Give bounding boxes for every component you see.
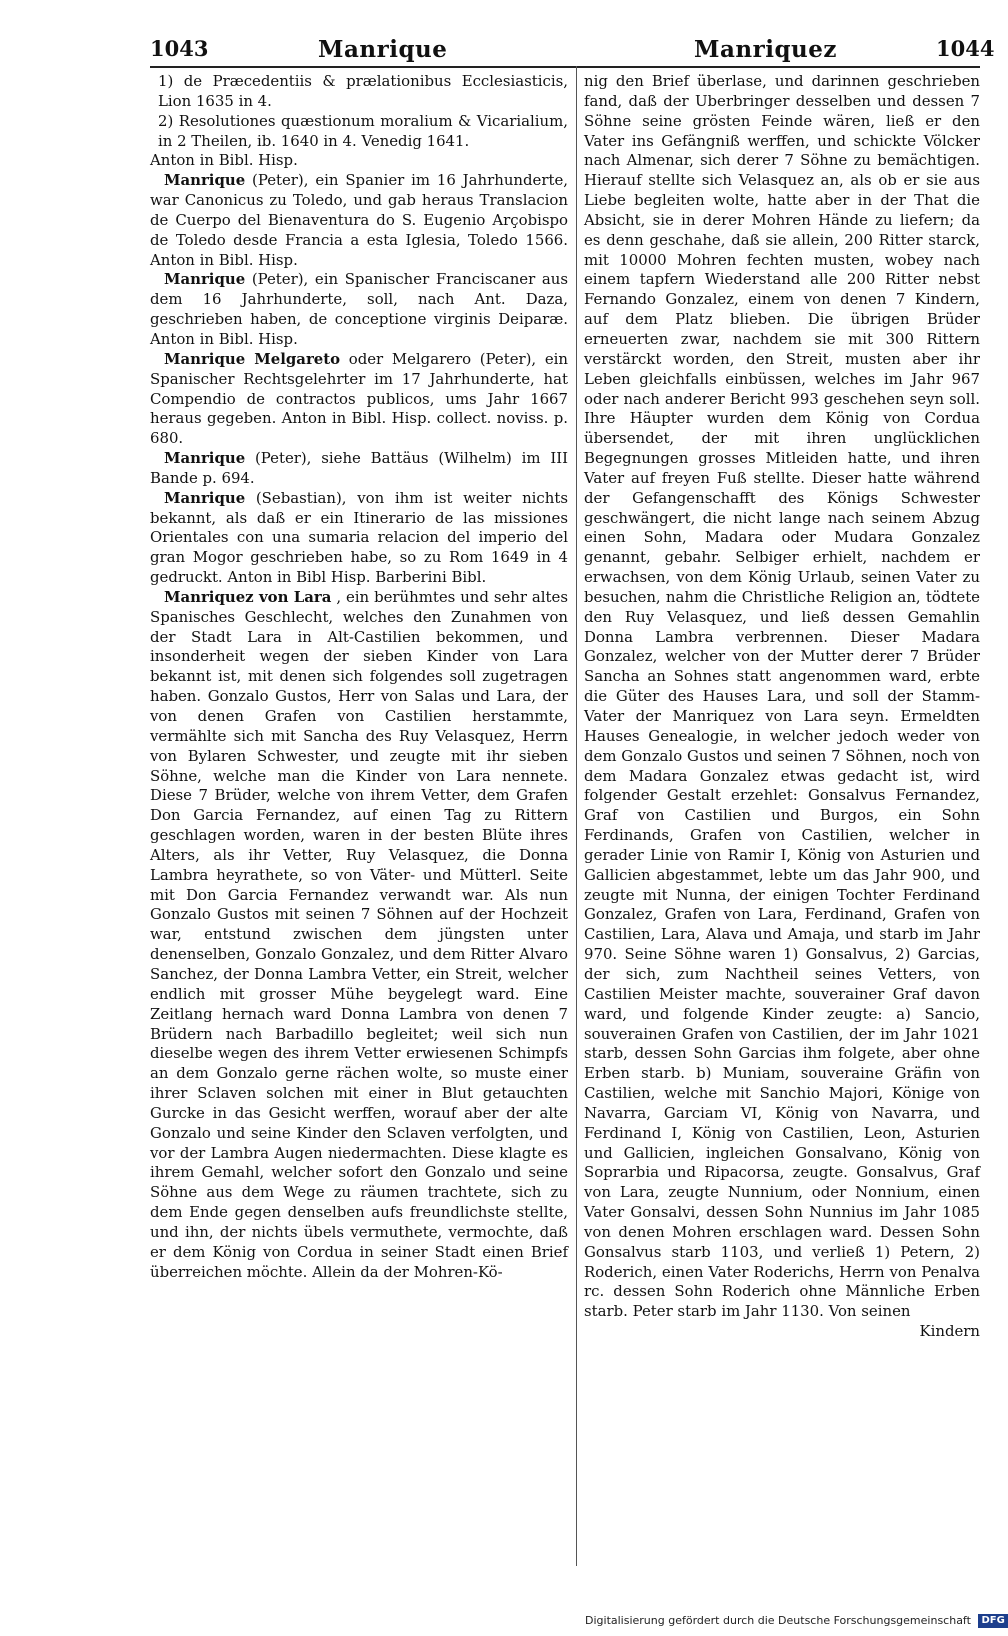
entry-text: Kindern: [919, 1322, 980, 1341]
lexicon-entry: [150, 270, 568, 349]
entry-headword: Manrique Melgareto: [164, 349, 341, 368]
text-paragraph: [584, 1322, 980, 1342]
right-page-number: 1044: [936, 36, 995, 61]
entry-text: 1) de Præcedentiis & prælationibus Ecclesiasticis, Lion 1635 in 4.: [158, 72, 568, 110]
digitization-credit: [585, 1614, 1005, 1632]
entry-headword: Manriquez von Lara: [164, 587, 332, 606]
entry-text: Anton in Bibl. Hisp.: [150, 151, 298, 170]
header-rule: [150, 66, 980, 68]
column-divider: [576, 66, 577, 1566]
entry-text: nig den Brief überlase, und darinnen geschrieben fand, daß der Uberbringer desselben und dessen 7 Söhne seine grösten Feinde wären, ließ er den Vater ins Gefängniß werffen, und schickte Völcker nach Almenar, sich derer 7 Söhne zu bemächtigen. Hierauf stellte sich Velasquez an, als ob er sie aus Liebe begleiten wolte, hatte aber in der That die Absicht, sie in derer Mohren Hände zu liefern; da es denn geschahe, daß sie allein, 200 Ritter starck, mit 10000 Mohren fechten musten, wobey nach einem tapfern Wiederstand alle 200 Ritter nebst Fernando Gonzalez, einem von denen 7 Kindern, auf dem Platz blieben. Die übrigen Brüder erneuerten zwar, nachdem sie mit 300 Rittern verstärckt worden, den Streit, musten aber ihr Leben gleichfalls einbüssen, welches im Jahr 967 oder nach anderer Bericht 993 geschehen seyn soll. Ihre Häupter wurden dem König von Cordua übersendet, der mit ihren unglücklichen Begegnungen grosses Mitleiden hatte, und ihren Vater auf freyen Fuß stellte. Dieser hatte während der Gefangenschafft des Königs Schwester geschwängert, die nicht lange nach seinem Abzug einen Sohn, Madara oder Mudara Gonzalez genannt, gebahr. Selbiger erhielt, nachdem er erwachsen, von dem König Urlaub, seinen Vater zu besuchen, nahm die Christliche Religion an, tödtete den Ruy Velasquez, und ließ dessen Gemahlin Donna Lambra verbrennen. Dieser Madara Gonzalez, welcher von der Mutter derer 7 Brüder Sancha an Sohnes statt angenommen ward, erbte die Güter des Hauses Lara, und soll der Stamm-Vater der Manriquez von Lara seyn. Ermeldten Hauses Genealogie, in welcher jedoch weder von dem Gonzalo Gustos und seinen 7 Söhnen, noch von dem Madara Gonzalez etwas gedacht ist, wird folgender Gestalt erzehlet: Gonsalvus Fernandez, Graf von Castilien und Burgos, ein Sohn Ferdinands, Grafen von Castilien, welcher in gerader Linie von Ramir I, König von Asturien und Gallicien abgestammet, lebte um das Jahr 900, und zeugte mit Nunna, der einigen Tochter Ferdinand Gonzalez, Grafen von Lara, Ferdinand, Grafen von Castilien, Lara, Alava und Amaja, und starb im Jahr 970. Seine Söhne waren 1) Gonsalvus, 2) Garcias, der sich, zum Nachtheil seines Vetters, von Castilien Meister machte, souverainer Graf davon ward, und folgende Kinder zeugte: a) Sancio, souverainen Grafen von Castilien, der im Jahr 1021 starb, dessen Sohn Garcias ihm folgete, aber ohne Erben starb. b) Muniam, souveraine Gräfin von Castilien, welche mit Sanchio Majori, Könige von Navarra, Garciam VI, König von Navarra, und Ferdinand I, König von Castilien, Leon, Asturien und Gallicien, ingleichen Gonsalvano, König von Soprarbia und Ripacorsa, zeugte. Gonsalvus, Graf von Lara, zeugte Nunnium, oder Nonnium, einen Vater Gonsalvi, dessen Sohn Nunnius im Jahr 1085 von denen Mohren erschlagen ward. Dessen Sohn Gonsalvus starb 1103, und verließ 1) Petern, 2) Roderich, einen Vater Roderichs, Herrn von Penalva rc. dessen Sohn Roderich ohne Männliche Erben starb. Peter starb im Jahr 1130. Von seinen: [584, 72, 980, 1321]
text-paragraph: [150, 72, 568, 112]
text-paragraph: [584, 72, 980, 1322]
lexicon-entry: [150, 449, 568, 489]
text-paragraph: [150, 112, 568, 152]
dfg-logo: DFG: [978, 1614, 1007, 1628]
entry-text: (Peter), siehe Battäus (Wilhelm) im III Bande p. 694.: [150, 449, 568, 487]
entry-text: , ein berühmtes und sehr altes Spanisches Geschlecht, welches den Zunahmen von der Stadt Lara in Alt-Castilien bekommen, und insonderheit wegen der sieben Kinder von Lara bekannt ist, mit denen sich folgendes soll zugetragen haben. Gonzalo Gustos, Herr von Salas und Lara, der von denen Grafen von Castilien herstammte, vermählte sich mit Sancha des Ruy Velasquez, Herrn von Bylaren Schwester, und zeugte mit ihr sieben Söhne, welche man die Kinder von Lara nennete. Diese 7 Brüder, welche von ihrem Vetter, dem Grafen Don Garcia Fernandez, auf einen Tag zu Rittern geschlagen worden, waren in der besten Blüte ihres Alters, als ihr Vetter, Ruy Velasquez, die Donna Lambra heyrathete, so von Väter- und Mütterl. Seite mit Don Garcia Fernandez verwandt war. Als nun Gonzalo Gustos mit seinen 7 Söhnen auf der Hochzeit war, entstund zwischen dem jüngsten unter denenselben, Gonzalo Gonzalez, und dem Ritter Alvaro Sanchez, der Donna Lambra Vetter, ein Streit, welcher endlich mit grosser Mühe beygelegt ward. Eine Zeitlang hernach ward Donna Lambra von denen 7 Brüdern nach Barbadillo begleitet; weil sich nun dieselbe wegen des ihrem Vetter erwiesenen Schimpfs an dem Gonzalo gerne rächen wolte, so muste einer ihrer Sclaven solchen mit einer in Blut getauchten Gurcke in das Gesicht werffen, worauf aber der alte Gonzalo und seine Kinder den Sclaven verfolgten, und vor der Lambra Augen niedermachten. Diese klagte es ihrem Gemahl, welcher sofort den Gonzalo und seine Söhne aus dem Wege zu räumen trachtete, sich zu dem Ende gegen denselben aufs freundlichste stellte, und ihn, der nichts übels vermuthete, vermochte, daß er dem König von Cordua in seiner Stadt einen Brief überreichen möchte. Allein da der Mohren-Kö-: [150, 587, 568, 1281]
right-running-head: Manriquez: [694, 36, 837, 63]
entry-headword: Manrique: [164, 449, 246, 468]
lexicon-entry: [150, 171, 568, 270]
entry-text: (Peter), ein Spanier im 16 Jahrhunderte, war Canonicus zu Toledo, und gab heraus Translacion de Cuerpo del Bienaventura do S. Eugenio Arçobispo de Toledo desde Francia a esta Iglesia, Toledo 1566. Anton in Bibl. Hisp.: [150, 171, 568, 269]
entry-text: (Sebastian), von ihm ist weiter nichts bekannt, als daß er ein Itinerario de las missiones Orientales con una sumaria relacion del imperio del gran Mogor geschrieben habe, so zu Rom 1649 in 4 gedruckt. Anton in Bibl Hisp. Barberini Bibl.: [150, 488, 568, 587]
left-column: [150, 72, 568, 1572]
entry-headword: Manrique: [164, 171, 246, 190]
lexicon-entry: [150, 588, 568, 1283]
lexicon-entry: [150, 489, 568, 588]
page-header: [0, 36, 1000, 76]
entry-text: 2) Resolutiones quæstionum moralium & Vicarialium, in 2 Theilen, ib. 1640 in 4. Venedig 1641.: [158, 111, 568, 150]
right-column: [584, 72, 980, 1572]
credit-text: Digitalisierung gefördert durch die Deutsche Forschungsgemeinschaft: [585, 1614, 971, 1627]
left-running-head: Manrique: [318, 36, 448, 63]
entry-text: (Peter), ein Spanischer Franciscaner aus dem 16 Jahrhunderte, soll, nach Ant. Daza, geschrieben haben, de conceptione virginis Deiparæ. Anton in Bibl. Hisp.: [150, 270, 568, 348]
left-page-number: 1043: [150, 36, 209, 61]
text-paragraph: [150, 151, 568, 171]
entry-headword: Manrique: [164, 488, 246, 507]
lexicon-entry: [150, 350, 568, 449]
entry-headword: Manrique: [164, 270, 246, 289]
entry-text: oder Melgarero (Peter), ein Spanischer Rechtsgelehrter im 17 Jahrhunderte, hat Compendio de contractos publicos, ums Jahr 1667 heraus gegeben. Anton in Bibl. Hisp. collect. noviss. p. 680.: [150, 349, 568, 448]
